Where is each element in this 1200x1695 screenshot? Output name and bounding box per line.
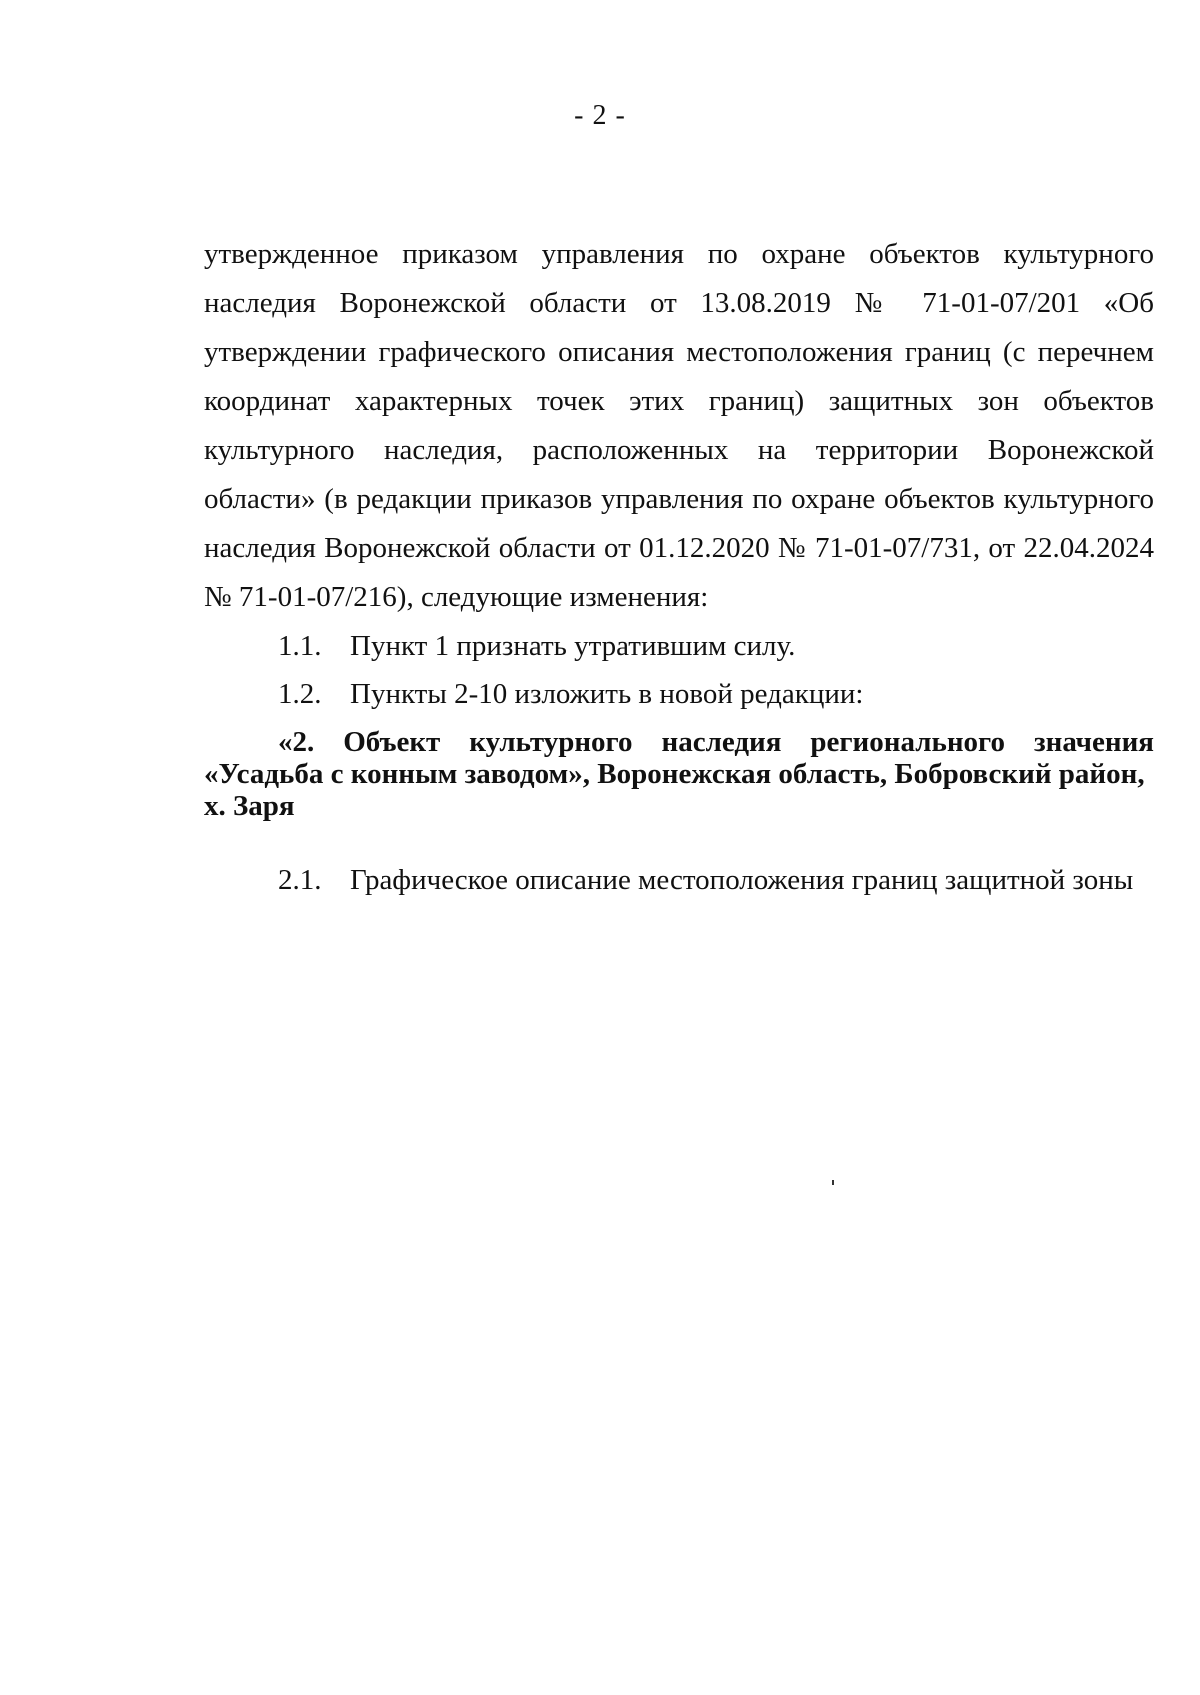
section-heading-last-line: х. Заря (204, 790, 295, 822)
document-body (204, 230, 1154, 904)
intro-paragraph: утвержденное приказом управления по охране объектов культурного наследия Воронежской области от 13.08.2019 № 71-01-07/201 «Об утверждении графического описания местоположения границ (с перечнем координат характерных точек этих границ) защитных зон объектов культурного наследия, расположенных на территории Воронежской области» (в редакции приказов управления по охране объектов культурного наследия Воронежской области от 01.12.2020 № 71-01-07/731, от 22.04.2024 № 71-01-07/216), следующие изменения: (204, 238, 1154, 613)
item-number: 1.1. (278, 630, 322, 662)
section-heading (204, 726, 1154, 822)
item-text: Пункты 2-10 изложить в новой редакции: (350, 678, 864, 710)
scan-speck (832, 1180, 834, 1185)
list-item (204, 670, 1154, 718)
item-text: Графическое описание местоположения границ защитной зоны (350, 864, 1134, 896)
item-number: 1.2. (278, 678, 322, 710)
sub-item (204, 856, 1154, 904)
section-heading-text: «2. Объект культурного наследия регионального значения «Усадьба с конным заводом», Воронежская область, Бобровский район, (204, 726, 1154, 790)
page-number: - 2 - (574, 100, 626, 131)
item-text: Пункт 1 признать утратившим силу. (350, 630, 796, 662)
list-item (204, 622, 1154, 670)
item-number: 2.1. (278, 864, 322, 896)
